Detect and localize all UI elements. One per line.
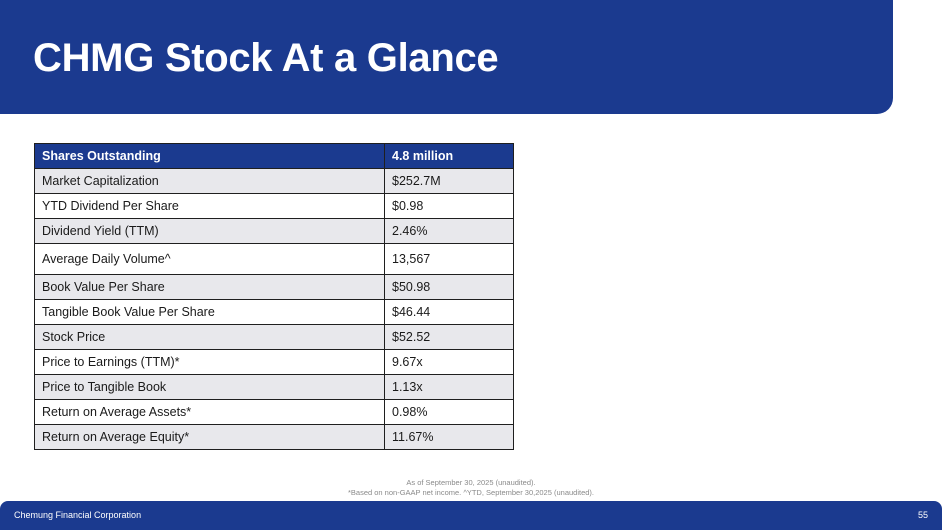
row-value: $252.7M [385,169,514,194]
row-label: Stock Price [35,325,385,350]
row-label: Price to Earnings (TTM)* [35,350,385,375]
table-row [35,244,514,275]
table-row [35,425,514,450]
footer-bar [0,501,942,530]
page-number: 55 [917,510,928,520]
row-value: $46.44 [385,300,514,325]
table-row [35,325,514,350]
row-value: $50.98 [385,275,514,300]
stock-stats-table [34,143,514,450]
footnote-as-of: As of September 30, 2025 (unaudited). [406,478,536,487]
footnote-definitions: *Based on non-GAAP net income. ^YTD, September 30,2025 (unaudited). [347,488,595,497]
row-value: 1.13x [385,375,514,400]
row-label: Price to Tangible Book [35,375,385,400]
table-row [35,194,514,219]
row-label: Return on Average Equity* [35,425,385,450]
table-row [35,275,514,300]
table-row [35,300,514,325]
footer-company-name: Chemung Financial Corporation [14,510,142,520]
table-row [35,350,514,375]
row-value: $0.98 [385,194,514,219]
table-row-header [35,144,514,169]
table-row [35,219,514,244]
row-label: Book Value Per Share [35,275,385,300]
page-title: CHMG Stock At a Glance [33,36,499,80]
row-label: Return on Average Assets* [35,400,385,425]
row-value: 2.46% [385,219,514,244]
row-value: 9.67x [385,350,514,375]
row-value: 11.67% [385,425,514,450]
row-label: Shares Outstanding [35,144,385,169]
row-value: 13,567 [385,244,514,275]
title-banner [0,0,893,114]
row-value: 4.8 million [385,144,514,169]
row-label: YTD Dividend Per Share [35,194,385,219]
row-label: Tangible Book Value Per Share [35,300,385,325]
row-label: Dividend Yield (TTM) [35,219,385,244]
row-value: 0.98% [385,400,514,425]
footnotes [0,478,942,498]
table-row [35,400,514,425]
table-row [35,169,514,194]
table-row [35,375,514,400]
row-label: Average Daily Volume^ [35,244,385,275]
row-value: $52.52 [385,325,514,350]
row-label: Market Capitalization [35,169,385,194]
